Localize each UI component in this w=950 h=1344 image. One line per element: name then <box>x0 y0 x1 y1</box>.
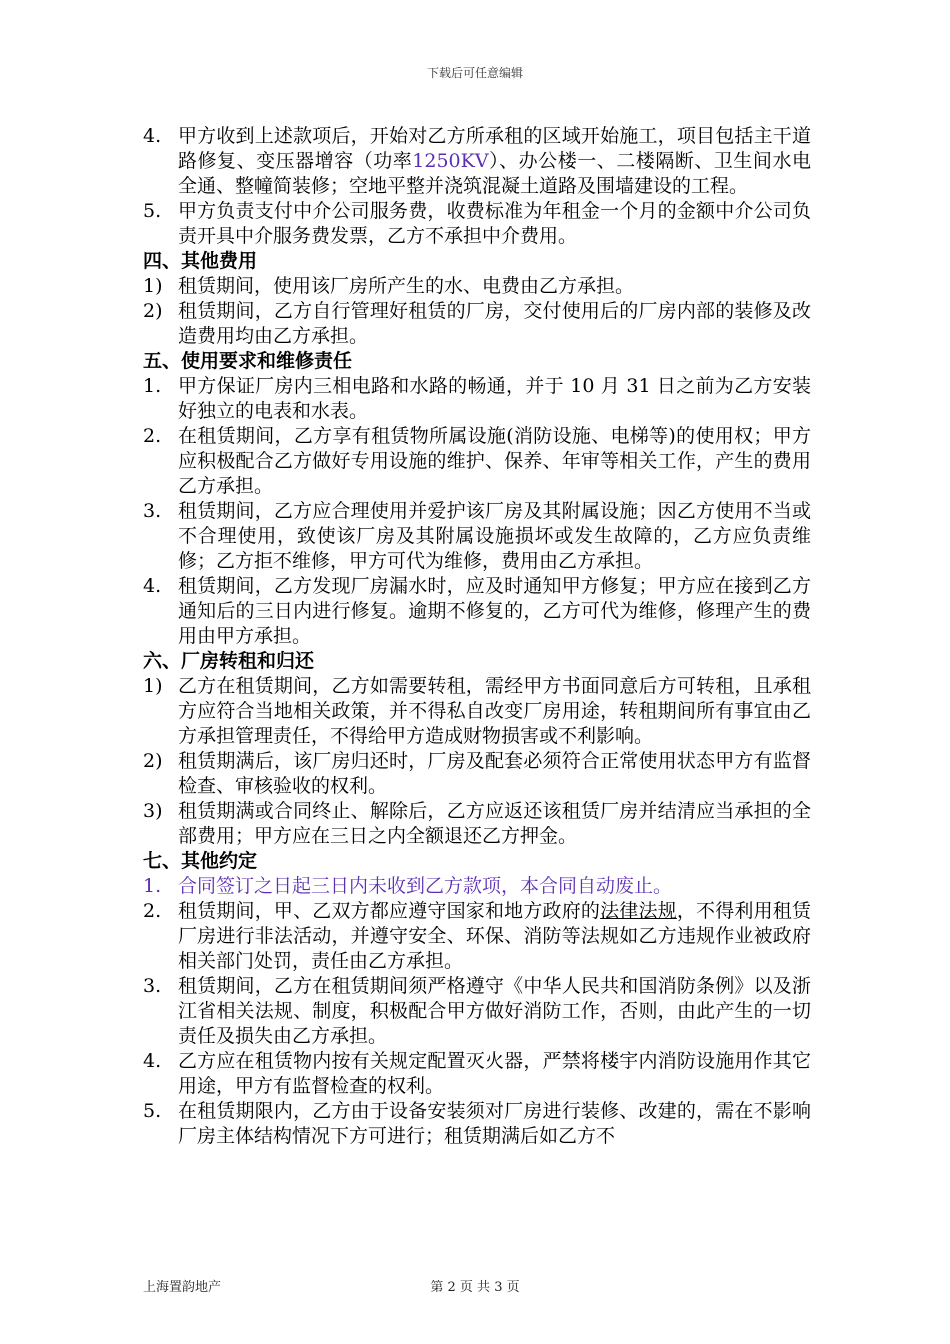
item-text-part: 甲方收到上述款项后，开始对乙方所承租的区域开始施工，项目包括主干道路修复、变压器增容（功率 <box>178 125 811 172</box>
page-header: 下载后可任意编辑 <box>426 66 523 80</box>
item-text: 乙方在租赁期间，乙方如需要转租，需经甲方书面同意后方可转租，且承租方应符合当地相关政策，并不得私自改变厂房用途，转租期间所有事宜由乙方承担管理责任，不得给甲方造成财物损害或不利影响。 <box>178 675 811 747</box>
document-body <box>143 124 811 1149</box>
list-item <box>143 199 811 249</box>
item-number: 4. <box>143 575 162 597</box>
item-text: 合同签订之日起三日内未收到乙方款项，本合同自动废止。 <box>178 875 673 897</box>
list-item <box>143 299 811 349</box>
list-item <box>143 749 811 799</box>
list-item <box>143 499 811 574</box>
item-number: 4. <box>143 125 162 147</box>
list-item <box>143 424 811 499</box>
section-heading: 六、厂房转租和归还 <box>143 650 315 672</box>
list-item <box>143 124 811 199</box>
item-number: 3. <box>143 975 162 997</box>
item-text: 甲方负责支付中介公司服务费，收费标准为年租金一个月的金额中介公司负责开具中介服务费发票，乙方不承担中介费用。 <box>178 200 811 247</box>
item-text: 在租赁期间，乙方享有租赁物所属设施(消防设施、电梯等)的使用权；甲方应积极配合乙方做好专用设施的维护、保养、年审等相关工作，产生的费用乙方承担。 <box>178 425 811 497</box>
item-text-part: ）、办公楼一、二楼隔断、卫生间水电全通、整幢简装修；空地平整并浇筑混凝土道路及围墙建设的工程。 <box>178 150 811 197</box>
item-number: 1) <box>143 275 163 297</box>
list-item <box>143 899 811 974</box>
list-item <box>143 374 811 424</box>
power-value: 1250KV <box>412 150 489 172</box>
item-text <box>178 124 811 199</box>
item-text: 租赁期间，使用该厂房所产生的水、电费由乙方承担。 <box>178 275 635 297</box>
section-heading: 五、使用要求和维修责任 <box>143 350 353 372</box>
list-item <box>143 799 811 849</box>
list-item <box>143 1049 811 1099</box>
item-text <box>178 899 811 974</box>
item-text: 甲方保证厂房内三相电路和水路的畅通，并于 10 月 31 日之前为乙方安装好独立的电表和水表。 <box>178 375 811 422</box>
item-text: 在租赁期限内，乙方由于设备安装须对厂房进行装修、改建的，需在不影响厂房主体结构情况下方可进行；租赁期满后如乙方不 <box>178 1100 811 1147</box>
item-text: 乙方应在租赁物内按有关规定配置灭火器，严禁将楼宇内消防设施用作其它用途，甲方有监督检查的权利。 <box>178 1050 811 1097</box>
item-text: 租赁期间，乙方应合理使用并爱护该厂房及其附属设施；因乙方使用不当或不合理使用，致使该厂房及其附属设施损坏或发生故障的，乙方应负责维修；乙方拒不维修，甲方可代为维修，费用由乙方承担。 <box>178 500 811 572</box>
footer-company: 上海置韵地产 <box>143 1280 222 1295</box>
item-text: 租赁期满后，该厂房归还时，厂房及配套必须符合正常使用状态甲方有监督检查、审核验收的权利。 <box>178 750 811 797</box>
section-heading: 四、其他费用 <box>143 250 258 272</box>
laws-link-text: 法律法规 <box>600 900 677 922</box>
item-number: 4. <box>143 1050 162 1072</box>
item-text: 租赁期间，乙方发现厂房漏水时，应及时通知甲方修复；甲方应在接到乙方通知后的三日内进行修复。逾期不修复的，乙方可代为维修，修理产生的费用由甲方承担。 <box>178 575 811 647</box>
item-number: 3) <box>143 800 163 822</box>
item-text-part: 租赁期间，甲、乙双方都应遵守国家和地方政府的 <box>178 900 601 922</box>
section-heading: 七、其他约定 <box>143 850 258 872</box>
item-number: 5. <box>143 1100 162 1122</box>
item-number: 1. <box>143 375 162 397</box>
item-text-part: ，不得利用租赁厂房进行非法活动，并遵守安全、环保、消防等法规如乙方违规作业被政府相关部门处罚，责任由乙方承担。 <box>178 900 811 972</box>
item-text: 租赁期间，乙方自行管理好租赁的厂房，交付使用后的厂房内部的装修及改造费用均由乙方承担。 <box>178 300 811 347</box>
item-number: 2. <box>143 425 162 447</box>
item-number: 1. <box>143 875 162 897</box>
item-number: 1) <box>143 675 163 697</box>
list-item-highlighted <box>143 874 811 899</box>
list-item <box>143 974 811 1049</box>
item-text: 租赁期间，乙方在租赁期间须严格遵守《中华人民共和国消防条例》以及浙江省相关法规、制度，积极配合甲方做好消防工作，否则，由此产生的一切责任及损失由乙方承担。 <box>178 975 811 1047</box>
item-number: 2. <box>143 900 162 922</box>
list-item <box>143 574 811 649</box>
item-number: 2) <box>143 300 163 322</box>
item-number: 3. <box>143 500 162 522</box>
item-number: 2) <box>143 750 163 772</box>
list-item <box>143 274 811 299</box>
item-number: 5. <box>143 200 162 222</box>
item-text: 租赁期满或合同终止、解除后，乙方应返还该租赁厂房并结清应当承担的全部费用；甲方应在三日之内全额退还乙方押金。 <box>178 800 811 847</box>
list-item <box>143 1099 811 1149</box>
list-item <box>143 674 811 749</box>
page-number: 第 2 页 共 3 页 <box>430 1280 520 1295</box>
